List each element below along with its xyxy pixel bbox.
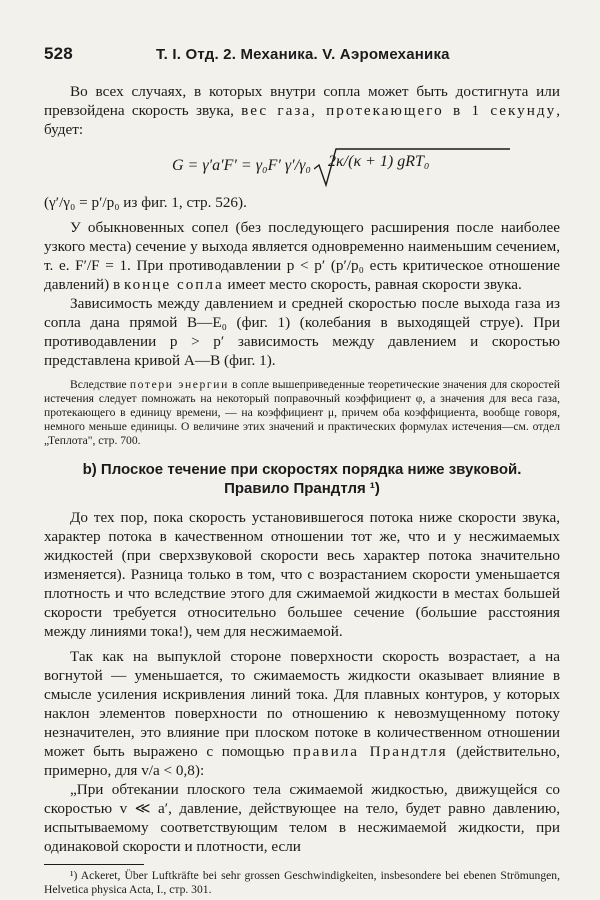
paragraph-subsonic: До тех пор, пока скорость установившегося потока ниже скорости звука, характер потока в качественном отношении тот же, что и у несжимаемых жидкостей (при сверхзвуковой скорости весь характер потока значительно изменяется). Разница только в том, что с возрастанием скорости уменьшается плотность и что вследствие этого для сжимаемой жидкости в местах большей скорости требуется относительно большее сечение (большие расстояния между линиями тока!), чем для несжимаемой. [44,509,560,640]
page-number: 528 [44,44,73,63]
formula-left: G = γ′a′F′ = γ₀F′ γ′/γ₀ [172,157,311,174]
spaced-emphasis: правила Прандтля [292,743,448,760]
section-title-line1: b) Плоское течение при скоростях порядка ниже звуковой. [82,461,522,478]
footnote: ¹) Ackeret, Über Luftkräfte bei sehr grossen Geschwindigkeiten, insbesondere bei ebenen Strömungen, Helvetica physica Acta, I., стр. 301. [44,869,560,896]
section-title-line2: Правило Прандтля ¹) [224,480,380,497]
page-body [44,82,560,897]
footnote-divider [44,864,144,865]
paragraph-intro: Во всех случаях, в которых внутри сопла может быть достигнута или превзойдена скорость звука, вес газа, протекающего в 1 секунду, будет: [44,83,560,138]
paragraph-nozzle: У обыкновенных сопел (без последующего расширения после наиболее узкого места) сечение у выхода является одновременно наименьшим сечением, т. е. F′/F = 1. При противодавлении p < p′ (p′/p₀ есть критическое отношение давлений) в конце сопла имеет место скорость, равная скорости звука. [44,219,560,293]
paragraph-dependence: Зависимость между давлением и средней скоростью после выхода газа из сопла дана прямой B—E₀ (фиг. 1) (колебания в выходящей струе). При противодавлении p > p′ зависимость между давлением и скоростью представлена кривой A—B (фиг. 1). [44,295,560,369]
paragraph-prandtl-rule: „При обтекании плоского тела сжимаемой жидкостью, движущейся со скоростью v ≪ a′, давление, действующее на тело, будет равно давлению, испытываемому соответствующим телом в несжимаемой жидкости, при одинаковой скорости и плотности, если [44,781,560,855]
ratio-line: (γ′/γ₀ = p′/p₀ из фиг. 1, стр. 526). [44,194,247,211]
spaced-emphasis: потери энергии [129,378,229,391]
running-title: Т. I. Отд. 2. Механика. V. Аэромеханика [156,46,450,63]
formula-root: 2κ/(κ + 1) gRT₀ [328,153,430,170]
flow-formula [44,145,560,191]
section-heading [44,460,560,498]
spaced-emphasis: конце сопла [123,276,224,293]
paragraph-convex: Так как на выпуклой стороне поверхности скорость возрастает, а на вогнутой — уменьшается, то сжимаемость жидкости оказывает влияние в смысле усиления искривления линий тока. Для плавных контуров, у которых наклон элементов поверхности по отношению к невозмущенному потоку незначителен, это влияние при плоском потоке в количественном отношении может быть выражено с помощью правила Прандтля (действительно, примерно, для v/a < 0,8): [44,648,561,779]
spaced-emphasis: вес газа, протекающего в 1 секунду [241,102,557,119]
small-print-note: Вследствие потери энергии в сопле вышеприведенные теоретические значения для скоростей истечения следует помножать на некоторый поправочный коэффициент φ, а значения для веса газа, протекающего в единицу времени, — на коэффициент μ, причем оба коэффициента, вообще говоря, немного меньше единицы. О величине этих значений и практических формулах истечения—см. отдел „Теплота", стр. 700. [44,378,560,447]
